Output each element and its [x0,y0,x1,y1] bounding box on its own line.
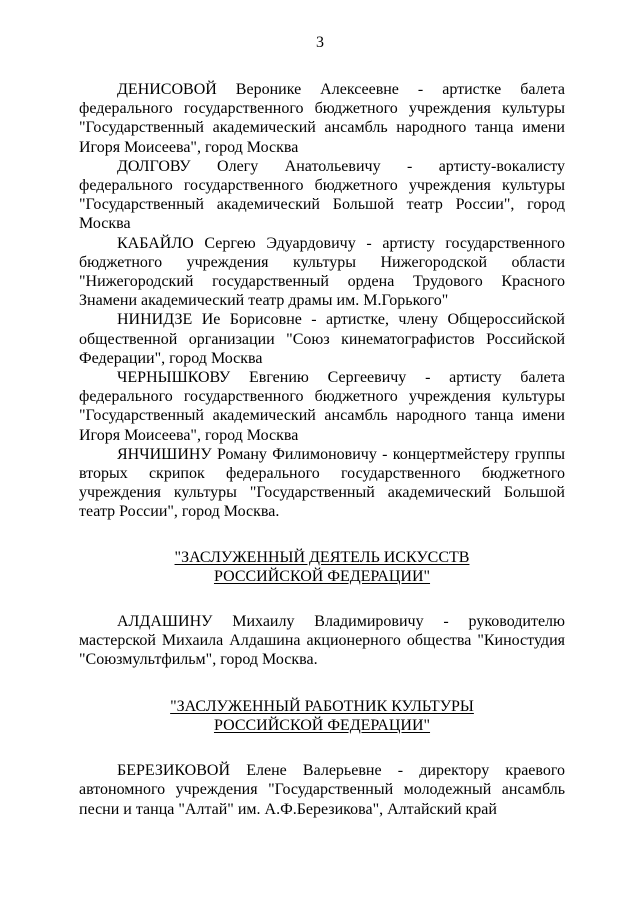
section-title-line: РОССИЙСКОЙ ФЕДЕРАЦИИ" [213,717,431,735]
award-entry-aldashin: АЛДАШИНУ Михаилу Владимировичу - руководителю мастерской Михаила Алдашина акционерного общества "Киностудия "Союзмультфильм", город Москва. [79,612,565,669]
award-entry-chernyshkov: ЧЕРНЫШКОВУ Евгению Сергеевичу - артисту балета федерального государственного бюджетного учреждения культуры "Государственный академический ансамбль народного танца имени Игоря Моисеева", город Москва [79,369,565,444]
section-title-line: "ЗАСЛУЖЕННЫЙ ДЕЯТЕЛЬ ИСКУССТВ [174,548,470,566]
award-entry-dolgov: ДОЛГОВУ Олегу Анатольевичу - артисту-вокалисту федерального государственного бюджетного учреждения культуры "Государственный академический Большой театр России", город Москва [79,157,565,233]
section-title-line: "ЗАСЛУЖЕННЫЙ РАБОТНИК КУЛЬТУРЫ [170,698,474,716]
section-title-honored-art-worker [79,548,565,586]
award-entry-berezikova: БЕРЕЗИКОВОЙ Елене Валерьевне - директору краевого автономного учреждения "Государственный молодежный ансамбль песни и танца "Алтай" им. А.Ф.Березикова", Алтайский край [79,762,565,818]
document-body [79,80,565,819]
page-number: 3 [316,34,324,51]
award-entry-yanchishin: ЯНЧИШИНУ Роману Филимоновичу - концертмейстеру группы вторых скрипок федерального государственного бюджетного учреждения культуры "Государственный академический Большой театр России", город Москва. [79,445,565,521]
award-entry-denisova: ДЕНИСОВОЙ Веронике Алексеевне - артистке балета федерального государственного бюджетного учреждения культуры "Государственный академический ансамбль народного танца имени Игоря Моисеева", город Москва [79,81,565,156]
section-title-honored-culture-worker [79,697,565,735]
section-title-line: РОССИЙСКОЙ ФЕДЕРАЦИИ" [213,567,431,585]
award-entry-kabailo: КАБАЙЛО Сергею Эдуардовичу - артисту государственного бюджетного учреждения культуры Нижегородской области "Нижегородский государственный ордена Трудового Красного Знамени академический театр драмы им. М.Горького" [79,234,565,310]
award-entry-ninidze: НИНИДЗЕ Ие Борисовне - артистке, члену Общероссийской общественной организации "Союз кинематографистов Российской Федерации", город Москва [79,311,565,367]
